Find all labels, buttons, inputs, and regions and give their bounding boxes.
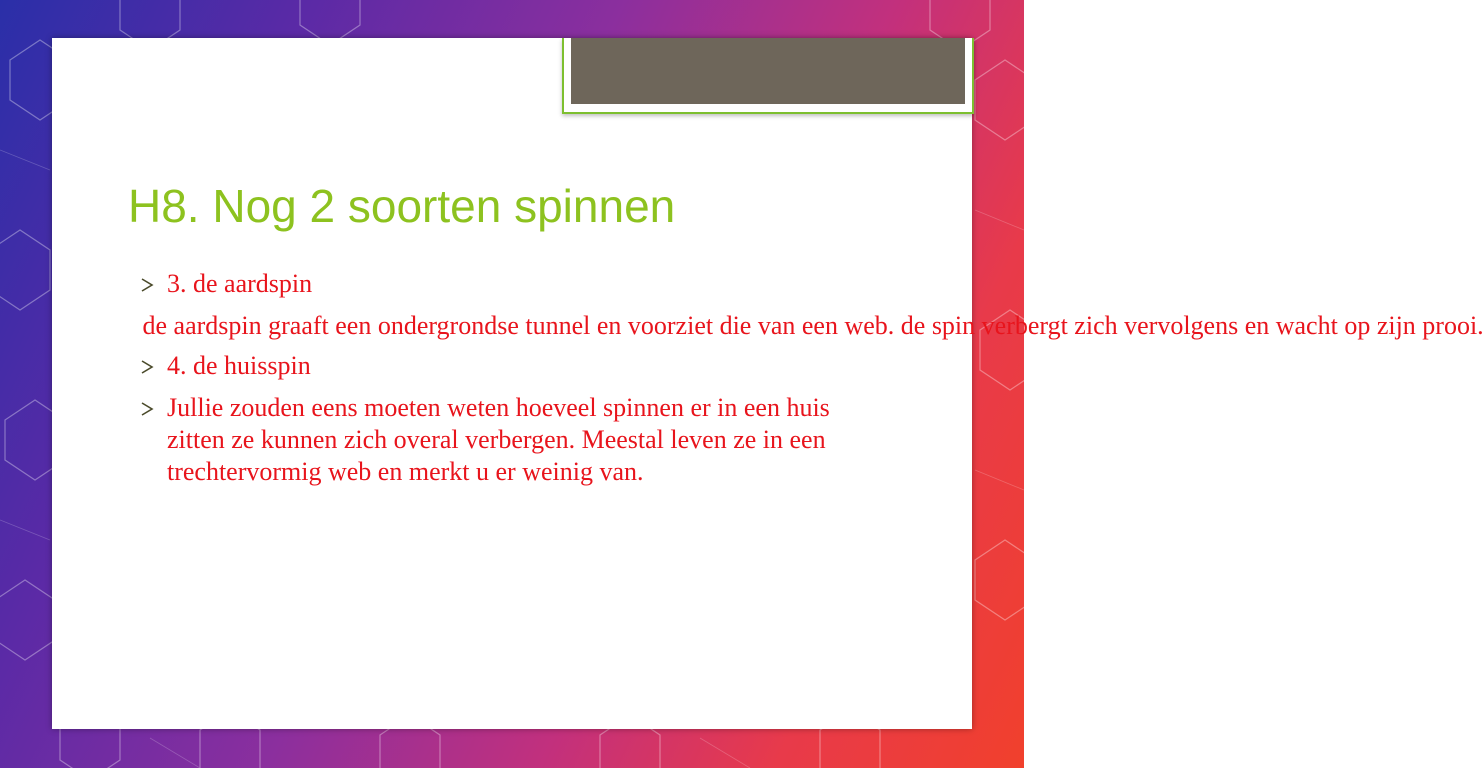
bullet-text: 4. de huisspin <box>167 351 311 380</box>
arrowhead-bullet-icon <box>138 350 158 382</box>
bullet-item-huisspin <box>136 350 866 382</box>
bullet-item-aardspin <box>136 268 866 300</box>
picture-frame <box>562 38 974 114</box>
bullet-item-huisspin-description <box>136 392 866 488</box>
slide-title: H8. Nog 2 soorten spinnen <box>128 180 676 232</box>
slide-body <box>136 268 1484 498</box>
picture-placeholder <box>571 38 965 104</box>
bullet-text: Jullie zouden eens moeten weten hoeveel spinnen er in een huis zitten ze kunnen zich overal verbergen. Meestal leven ze in een trechtervormig web en merkt u er weinig van. <box>167 393 830 486</box>
paragraph-text: de aardspin graaft een ondergrondse tunnel en voorziet die van een web. de spin verbergt zich vervolgens en wacht op zijn prooi. <box>136 311 1484 340</box>
arrowhead-bullet-icon <box>138 268 158 300</box>
paragraph-aardspin-description <box>136 310 1484 342</box>
arrowhead-bullet-icon <box>138 392 158 424</box>
bullet-text: 3. de aardspin <box>167 269 313 298</box>
